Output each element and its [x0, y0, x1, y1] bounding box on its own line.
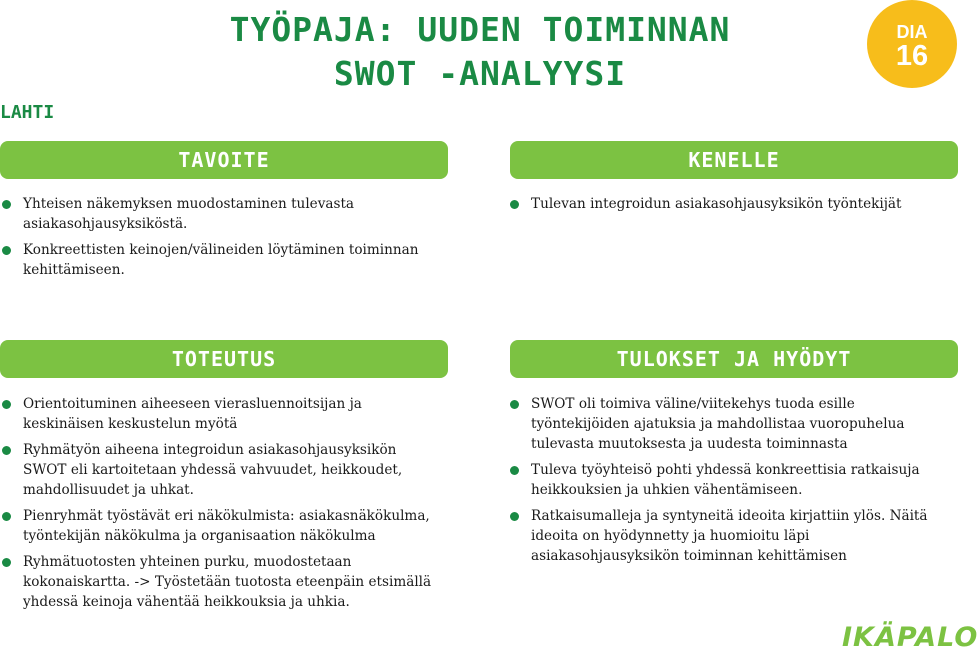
slide-label: DIA — [896, 22, 928, 42]
bullet-icon — [2, 558, 11, 567]
ikapalo-logo: IKÄPALO — [842, 622, 978, 653]
page-title-line-2: SWOT -ANALYYSI — [333, 54, 627, 93]
kenelle-header: KENELLE — [510, 141, 958, 179]
bullet-icon — [2, 446, 11, 455]
list-item-text: Pienryhmät työstävät eri näkökulmista: asiakasnäkökulma, työntekijän näkökulma ja organisaation näkökulma — [23, 508, 430, 544]
list-item — [508, 506, 953, 566]
location-label: LAHTI — [0, 102, 55, 123]
kenelle-list — [508, 194, 948, 220]
list-item-text: Ryhmätuotosten yhteinen purku, muodostetaan kokonaiskartta. -> Työstetään tuotosta eteenpäin etsimällä yhdessä keinoja vähentää heikkouksia ja uhkia. — [23, 554, 432, 610]
bullet-icon — [2, 200, 11, 209]
toteutus-list — [0, 394, 440, 618]
list-item-text: Tulevan integroidun asiakasohjausyksikön työntekijät — [531, 196, 902, 212]
list-item — [508, 194, 948, 214]
slide-number: 16 — [895, 40, 929, 72]
list-item-text: Yhteisen näkemyksen muodostaminen tulevasta asiakasohjausyksiköstä. — [23, 196, 355, 232]
list-item — [0, 194, 440, 234]
tavoite-header: TAVOITE — [0, 141, 448, 179]
list-item — [0, 552, 440, 612]
bullet-icon — [510, 466, 519, 475]
list-item — [0, 394, 440, 434]
bullet-icon — [510, 200, 519, 209]
list-item — [508, 394, 953, 454]
page-title — [180, 8, 780, 96]
tulokset-list — [508, 394, 953, 572]
list-item — [0, 506, 440, 546]
list-item-text: SWOT oli toimiva väline/viitekehys tuoda esille työntekijöiden ajatuksia ja mahdollistaa vuoropuhelua tulevasta muutoksesta ja uudesta toiminnasta — [531, 396, 905, 452]
list-item-text: Tuleva työyhteisö pohti yhdessä konkreettisia ratkaisuja heikkouksien ja uhkien vähentämiseen. — [531, 462, 920, 498]
list-item-text: Ryhmätyön aiheena integroidun asiakasohjausyksikön SWOT eli kartoitetaan yhdessä vahvuudet, heikkoudet, mahdollisuudet ja uhkat. — [23, 442, 403, 498]
tavoite-list — [0, 194, 440, 286]
slide-number-badge — [867, 0, 957, 88]
list-item-text: Konkreettisten keinojen/välineiden löytäminen toiminnan kehittämiseen. — [23, 242, 419, 278]
bullet-icon — [510, 512, 519, 521]
tulokset-header: TULOKSET JA HYÖDYT — [510, 340, 958, 378]
bullet-icon — [510, 400, 519, 409]
list-item — [508, 460, 953, 500]
list-item — [0, 440, 440, 500]
page-title-line-1: TYÖPAJA: UUDEN TOIMINNAN — [229, 10, 731, 49]
list-item — [0, 240, 440, 280]
list-item-text: Ratkaisumalleja ja syntyneitä ideoita kirjattiin ylös. Näitä ideoita on hyödynnetty ja huomioitu läpi asiakasohjausyksikön toiminnan kehittämisen — [531, 508, 928, 564]
bullet-icon — [2, 246, 11, 255]
bullet-icon — [2, 512, 11, 521]
bullet-icon — [2, 400, 11, 409]
toteutus-header: TOTEUTUS — [0, 340, 448, 378]
list-item-text: Orientoituminen aiheeseen vierasluennoitsijan ja keskinäisen keskustelun myötä — [23, 396, 362, 432]
